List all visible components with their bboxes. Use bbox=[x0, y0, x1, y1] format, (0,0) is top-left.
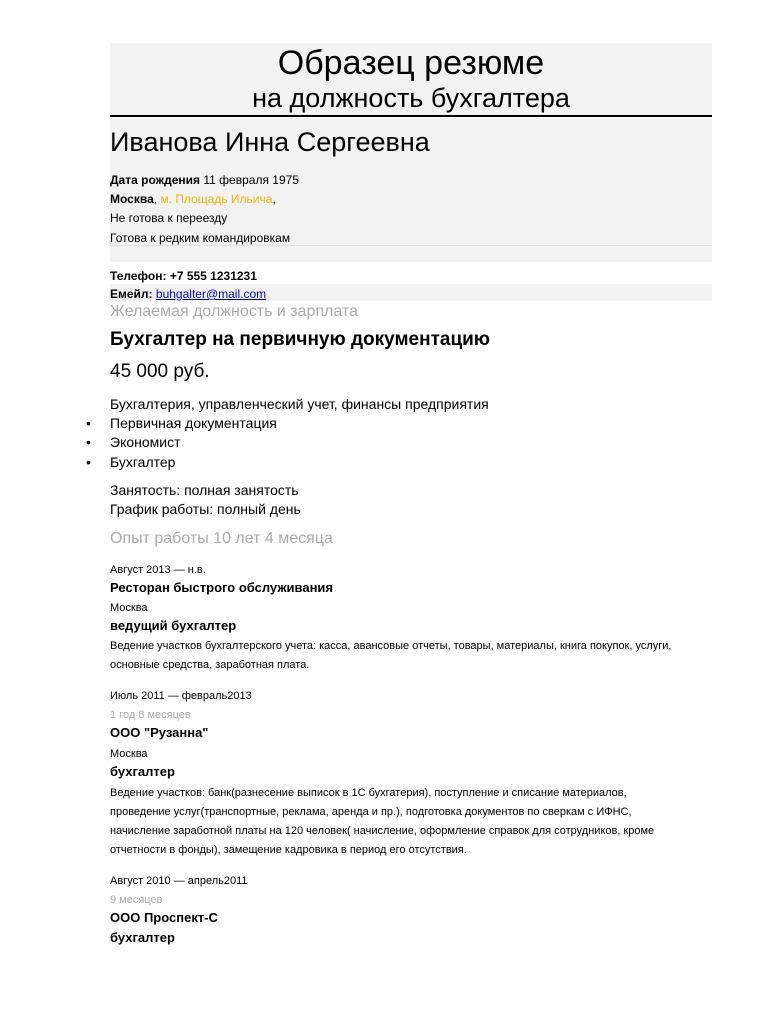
relocation-status: Не готова к переезду bbox=[110, 211, 228, 225]
phone-value: +7 555 1231231 bbox=[169, 269, 257, 283]
candidate-name: Иванова Инна Сергеевна bbox=[110, 127, 430, 157]
job-company: ООО "Рузанна" bbox=[110, 725, 209, 740]
job-company: Ресторан быстрого обслуживания bbox=[110, 580, 334, 595]
city-separator: , bbox=[153, 192, 158, 206]
job-company: ООО Проспект-С bbox=[110, 910, 218, 925]
list-item: • bbox=[86, 415, 91, 431]
business-trips-status: Готова к редким командировкам bbox=[110, 231, 291, 245]
specialization-item: Экономист bbox=[110, 434, 181, 450]
list-item: • bbox=[86, 434, 91, 450]
email-label: Емейл: bbox=[110, 287, 153, 301]
job-city: Москва bbox=[110, 748, 148, 760]
job-duration: 9 месяцев bbox=[110, 894, 163, 906]
birth-date-line bbox=[110, 172, 299, 188]
desired-position-heading: Желаемая должность и зарплата bbox=[110, 303, 358, 320]
job-period: Август 2013 — н.в. bbox=[110, 564, 206, 576]
job-period: Июль 2011 — февраль2013 bbox=[110, 690, 252, 702]
phone-line bbox=[110, 268, 257, 284]
metro-separator: , bbox=[272, 192, 276, 206]
specialization-item: Бухгалтер bbox=[110, 454, 176, 470]
job-description-line: отчетности в фонды), замещение кадровика в период его отсутствия. bbox=[110, 844, 467, 856]
job-description-line: проведение услуг(транспортные, реклама, аренда и пр.), подготовка документов по сверкам с ИФНС, bbox=[110, 806, 632, 818]
job-description-line: начисление заработной платы на 120 человек( начисление, оформление справок для сотрудников, кроме bbox=[110, 825, 655, 837]
job-period: Август 2010 — апрель2011 bbox=[110, 875, 248, 887]
desired-salary: 45 000 руб. bbox=[110, 361, 210, 382]
work-schedule: График работы: полный день bbox=[110, 501, 301, 517]
job-description-line: Ведение участков: банк(разнесение выписок в 1С бухгатерия), поступление и списание материалов, bbox=[110, 787, 627, 799]
list-item: • bbox=[86, 454, 91, 470]
document-subtitle: на должность бухгалтера bbox=[252, 83, 570, 113]
job-role: бухгалтер bbox=[110, 930, 175, 945]
email-link[interactable]: buhgalter@mail.com bbox=[155, 287, 267, 301]
experience-heading: Опыт работы 10 лет 4 месяца bbox=[110, 530, 333, 547]
header-divider bbox=[110, 115, 712, 117]
job-description-line: Ведение участков бухгалтерского учета: касса, авансовые отчеты, товары, материалы, книга покупок, услуги, bbox=[110, 640, 672, 652]
document-title: Образец резюме bbox=[277, 44, 545, 82]
professional-field: Бухгалтерия, управленческий учет, финансы предприятия bbox=[110, 396, 489, 412]
job-role: бухгалтер bbox=[110, 764, 175, 779]
employment-type: Занятость: полная занятость bbox=[110, 482, 299, 498]
job-city: Москва bbox=[110, 602, 148, 614]
birth-date-value: 11 февраля 1975 bbox=[203, 173, 299, 187]
job-description-line: основные средства, заработная плата. bbox=[110, 659, 310, 671]
email-line bbox=[110, 286, 266, 302]
location-line bbox=[110, 191, 276, 207]
desired-position: Бухгалтер на первичную документацию bbox=[110, 329, 491, 350]
phone-label: Телефон: bbox=[110, 269, 167, 283]
job-duration: 1 год 8 месяцев bbox=[110, 709, 191, 721]
city: Москва bbox=[110, 192, 154, 206]
specialization-item: Первичная документация bbox=[110, 415, 277, 431]
birth-date-label: Дата рождения bbox=[110, 173, 201, 187]
metro-station: м. Площадь Ильича bbox=[160, 192, 273, 206]
personal-info-band-bottom bbox=[110, 246, 712, 262]
job-role: ведущий бухгалтер bbox=[110, 618, 237, 633]
